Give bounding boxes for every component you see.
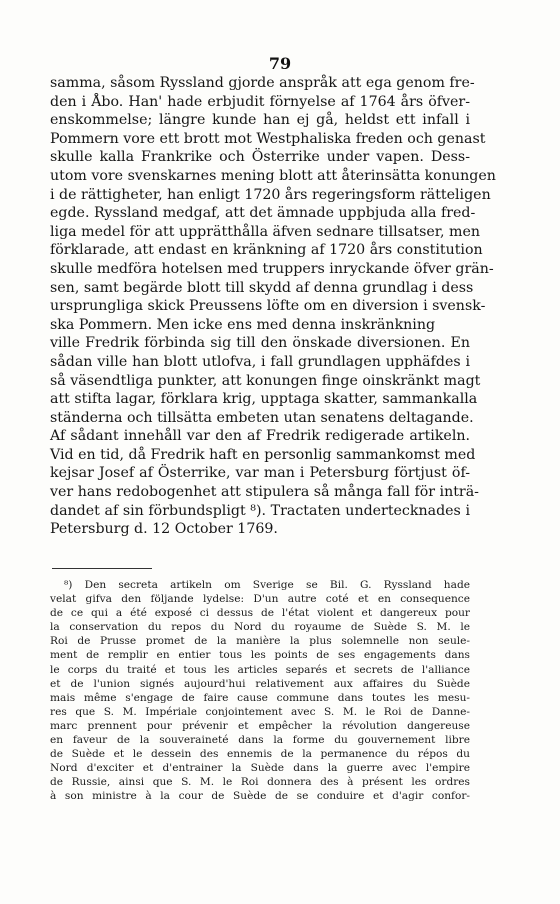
body-line: förklarade, att endast en kränkning af 1720 års constitution [50, 242, 483, 259]
body-line: skulle kalla Frankrike och Österrike under vapen. Dess- [50, 149, 470, 166]
body-line: samma, såsom Ryssland gjorde anspråk att ega genom fre- [50, 75, 475, 91]
body-line: Vid en tid, då Fredrik haft en personlig sammankomst med [50, 446, 476, 463]
body-line: att stifta lagar, förklara krig, upptaga skatter, sammankalla [50, 391, 478, 408]
footnote-divider [52, 568, 152, 569]
footnote-line: marc prennent pour prévenir et empêcher la révolution dangereuse [50, 719, 470, 732]
body-line: Af sådant innehåll var den af Fredrik redigerade artikeln. [50, 428, 470, 445]
body-line: så väsendtliga punkter, att konungen finge oinskränkt magt [50, 372, 481, 389]
page-number: 79 [268, 54, 292, 73]
body-line: sen, samt begärde blott till skydd af denna grundlag i dess [50, 279, 474, 296]
footnote-line: ment de remplir en entier tous les points de ses engagements dans [50, 649, 470, 662]
body-line: kejsar Josef af Österrike, var man i Petersburg förtjust öf- [50, 465, 470, 482]
footnote-line: en faveur de la souveraineté dans la forme du gouvernement libre [50, 734, 470, 747]
body-line: ständerna och tillsätta embeten utan senatens deltagande. [50, 409, 474, 426]
body-line: liga medel för att upprätthålla äfven sednare tillsatser, men [50, 223, 481, 240]
body-line: ver hans redobogenhet att stipulera så många fall för inträ- [50, 484, 479, 501]
footnote-line: velat gifva den följande lydelse: D'un autre coté et en consequence [50, 593, 470, 606]
body-line: enskommelse; längre kunde han ej gå, heldst ett infall i [50, 112, 470, 129]
body-line: ska Pommern. Men icke ens med denna inskränkning [50, 316, 436, 333]
footnote-line: de Russie, ainsi que S. M. le Roi donnera des à présent les ordres [50, 776, 470, 789]
body-line: utom vore svenskarnes mening blott att återinsätta konungen [50, 167, 496, 184]
body-line: egde. Ryssland medgaf, att det ämnade uppbjuda alla fred- [50, 205, 476, 222]
body-line: i de rättigheter, han enligt 1720 års regeringsform rätteligen [50, 186, 491, 203]
main-body-text [50, 74, 496, 539]
footnote-line: de Suède et le dessein des ennemis de la permanence du répos du [50, 748, 470, 761]
footnote [50, 578, 470, 804]
body-line: Petersburg d. 12 October 1769. [50, 521, 278, 538]
footnote-line: et de l'union signés aujourd'hui relativement aux affaires du Suède [50, 677, 470, 690]
body-line: skulle medföra hotelsen med truppers inryckande öfver grän- [50, 260, 494, 277]
footnote-line: de ce qui a été exposé ci dessus de l'état violent et dangereux pour [50, 607, 470, 620]
footnote-line: Roi de Prusse promet de la manière la plus solemnelle non seule- [50, 635, 470, 648]
body-line: ursprungliga skick Preussens löfte om en diversion i svensk- [50, 298, 486, 315]
footnote-line: Nord d'exciter et d'entrainer la Suède dans la guerre avec l'empire [50, 762, 470, 775]
footnote-line: la conservation du repos du Nord du royaume de Suède S. M. le [50, 621, 470, 634]
body-line: sådan ville han blott utlofva, i fall grundlagen upphäfdes i [50, 353, 470, 370]
footnote-line: ⁸) Den secreta artikeln om Sverige se Bil. G. Ryssland hade [64, 579, 470, 591]
footnote-line: à son ministre à la cour de Suède de se conduire et d'agir confor- [50, 790, 470, 803]
footnote-line: res que S. M. Impériale conjointement avec S. M. le Roi de Danne- [50, 705, 470, 718]
footnote-line: mais même s'engage de faire cause commune dans toutes les mesu- [50, 691, 470, 704]
body-line: den i Åbo. Han' hade erbjudit förnyelse af 1764 års öfver- [50, 93, 470, 110]
body-line: ville Fredrik förbinda sig till den önskade diversionen. En [50, 335, 470, 352]
body-line: Pommern vore ett brott mot Westphaliska freden och genast [50, 130, 486, 147]
footnote-line: le corps du traité et tous les articles separés et secrets de l'alliance [50, 663, 470, 676]
body-line: dandet af sin förbundspligt ⁸). Tractaten undertecknades i [50, 502, 470, 519]
